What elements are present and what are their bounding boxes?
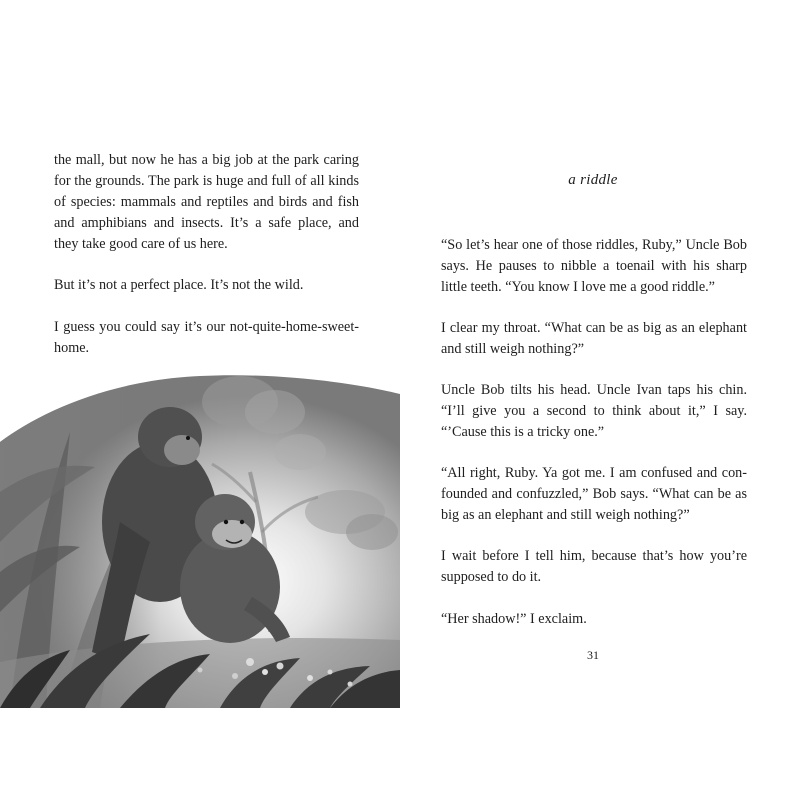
right-paragraph-6: “Her shadow!” I exclaim. xyxy=(441,611,587,627)
right-paragraph-1: “So let’s hear one of those riddles, Ruby,” Uncle Bob says. He pauses to nibble a toenail with his sharp little teeth. “You know I love me a good riddle.” xyxy=(441,237,747,295)
right-paragraph-4: “All right, Ruby. Ya got me. I am confused and confounded and confuzzled,” Bob says. “What can be as big as an elephant and still weigh nothing?” xyxy=(441,465,747,523)
left-paragraph-2: But it’s not a perfect place. It’s not the wild. xyxy=(54,277,304,293)
right-paragraph-5: I wait before I tell him, because that’s how you’re supposed to do it. xyxy=(441,548,747,585)
chapter-heading: a riddle xyxy=(568,172,618,188)
gorillas-illustration xyxy=(0,372,400,708)
left-paragraph-3: I guess you could say it’s our not-quite-home-sweet-home. xyxy=(54,319,359,356)
right-paragraph-2: I clear my throat. “What can be as big as an elephant and still weigh nothing?” xyxy=(441,320,747,357)
right-page xyxy=(400,0,800,800)
right-paragraph-3: Uncle Bob tilts his head. Uncle Ivan taps his chin. “I’ll give you a second to think about it,” I say. “’Cause this is a tricky one.” xyxy=(441,382,747,440)
page-number: 31 xyxy=(587,648,599,662)
left-paragraph-1: the mall, but now he has a big job at the park caring for the grounds. The park is huge and full of all kinds of species: mammals and reptiles and birds and fish and amphibians and insects. It’s a safe place, and they take good care of us here. xyxy=(54,152,359,252)
